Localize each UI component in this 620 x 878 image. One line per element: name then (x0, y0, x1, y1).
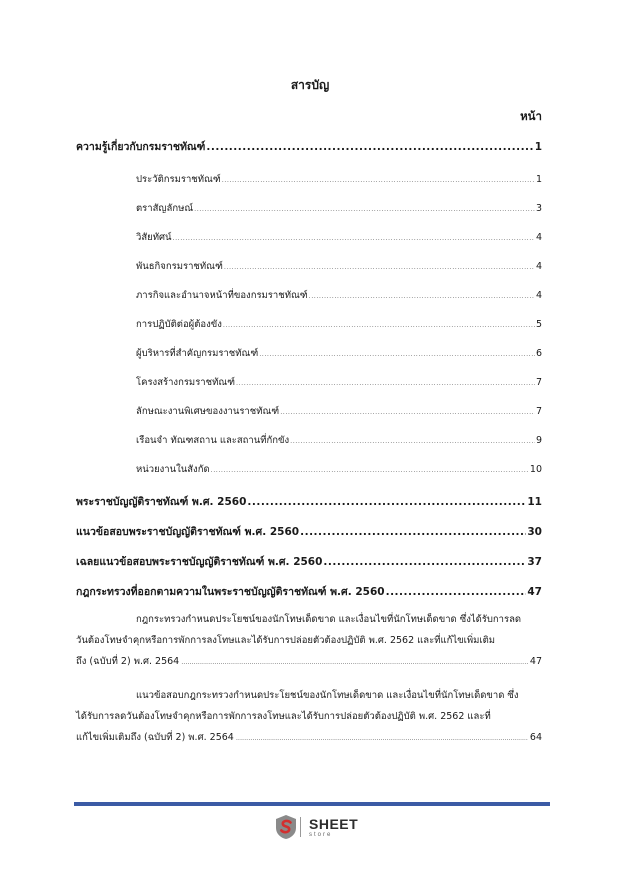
toc-item[interactable] (76, 223, 542, 252)
toc-item[interactable] (76, 281, 542, 310)
toc-item[interactable] (76, 426, 542, 455)
toc-item-label: ประวัติกรมราชทัณฑ์ (136, 174, 221, 185)
toc-section-title: แนวข้อสอบพระราชบัญญัติราชทัณฑ์ พ.ศ. 2560 (76, 526, 300, 538)
toc-item-label: เรือนจำ ทัณฑสถาน และสถานที่กักขัง (136, 435, 290, 446)
toc-item-label: โครงสร้างกรมราชทัณฑ์ (136, 377, 236, 388)
toc-page-number: 10 (529, 464, 542, 475)
toc-item-label: การปฏิบัติต่อผู้ต้องขัง (136, 319, 222, 330)
dot-leader (323, 551, 526, 574)
toc-item[interactable] (76, 368, 542, 397)
dot-leader (224, 252, 535, 282)
dot-leader (222, 165, 535, 195)
logo-separator (300, 817, 301, 837)
logo-text (309, 817, 358, 838)
toc-paragraph-line: กฎกระทรวงกำหนดประโยชน์ของนักโทษเด็ดขาด และเงื่อนไขที่นักโทษเด็ดขาด ซึ่งได้รับการลด (136, 614, 522, 625)
logo-subtext: store (309, 831, 333, 838)
toc-page-number: 47 (529, 656, 542, 667)
toc-page-number: 1 (534, 141, 542, 153)
toc-item[interactable] (76, 194, 542, 223)
dot-leader (236, 368, 535, 398)
toc-item-label: หน่วยงานในสังกัด (136, 464, 210, 475)
toc-page-number: 7 (535, 377, 542, 388)
dot-leader (181, 651, 528, 673)
toc-page-number: 7 (535, 406, 542, 417)
toc-section[interactable] (76, 136, 542, 159)
dot-leader (280, 397, 535, 427)
toc-section-title: ความรู้เกี่ยวกับกรมราชทัณฑ์ (76, 141, 206, 153)
toc-section[interactable] (76, 551, 542, 574)
dot-leader (300, 521, 526, 544)
dot-leader (236, 727, 528, 749)
dot-leader (211, 455, 529, 485)
dot-leader (309, 281, 535, 311)
toc-section[interactable] (76, 581, 542, 604)
toc-paragraph-line: แนวข้อสอบกฎกระทรวงกำหนดประโยชน์ของนักโทษเด็ดขาด และเงื่อนไขที่นักโทษเด็ดขาด ซึ่ง (136, 690, 519, 701)
dot-leader (259, 339, 535, 369)
dot-leader (223, 310, 535, 340)
toc-item-label: ตราสัญลักษณ์ (136, 203, 194, 214)
page-title: สารบัญ (290, 78, 330, 92)
toc-page-number: 1 (535, 174, 542, 185)
toc-page-number: 5 (535, 319, 542, 330)
dot-leader (247, 491, 526, 514)
toc-page-number: 64 (529, 732, 542, 743)
toc-item-label: พันธกิจกรมราชทัณฑ์ (136, 261, 223, 272)
toc-section-title: กฎกระทรวงที่ออกตามความในพระราชบัญญัติราชทัณฑ์ พ.ศ. 2560 (76, 586, 385, 598)
toc-paragraph-lastline (76, 727, 542, 749)
toc-paragraph-entry[interactable] (76, 685, 542, 749)
toc-page-number: 4 (535, 290, 542, 301)
toc-page-number: 30 (527, 526, 542, 538)
toc-page-number: 11 (527, 496, 542, 508)
dot-leader (194, 194, 535, 224)
toc-section[interactable] (76, 521, 542, 544)
toc-item[interactable] (76, 455, 542, 484)
dot-leader (290, 426, 535, 456)
page-column-header: หน้า (520, 109, 542, 123)
toc-section[interactable] (76, 491, 542, 514)
toc-paragraph-line: ได้รับการลดวันต้องโทษจำคุกหรือการพักการลงโทษและได้รับการปล่อยตัวต้องปฏิบัติ พ.ศ. 2562 และที่ (76, 711, 491, 722)
toc-section-title: เฉลยแนวข้อสอบพระราชบัญญัติราชทัณฑ์ พ.ศ. 2560 (76, 556, 323, 568)
toc-item[interactable] (76, 339, 542, 368)
toc-item-label: ลักษณะงานพิเศษของงานราชทัณฑ์ (136, 406, 280, 417)
toc-paragraph-lastline (76, 651, 542, 673)
toc-item[interactable] (76, 252, 542, 281)
toc-page-number: 37 (527, 556, 542, 568)
toc-paragraph-line: แก้ไขเพิ่มเติมถึง (ฉบับที่ 2) พ.ศ. 2564 (76, 732, 234, 743)
toc-item[interactable] (76, 310, 542, 339)
toc-item[interactable] (76, 397, 542, 426)
sheet-logo-icon (274, 814, 298, 840)
dot-leader (386, 581, 527, 604)
toc-section-title: พระราชบัญญัติราชทัณฑ์ พ.ศ. 2560 (76, 496, 247, 508)
toc-page-number: 4 (535, 232, 542, 243)
toc-page-number: 47 (527, 586, 542, 598)
toc-page-number: 4 (535, 261, 542, 272)
toc-paragraph-line: ถึง (ฉบับที่ 2) พ.ศ. 2564 (76, 656, 180, 667)
toc-paragraph-line: วันต้องโทษจำคุกหรือการพักการลงโทษและได้รับการปล่อยตัวต้องปฏิบัติ พ.ศ. 2562 และที่แก้ไขเพิ่มเติม (76, 635, 496, 646)
toc-item-label: วิสัยทัศน์ (136, 232, 172, 243)
table-of-contents (76, 136, 542, 749)
toc-paragraph-entry[interactable] (76, 609, 542, 673)
dot-leader (173, 223, 535, 253)
footer-rule (74, 802, 550, 806)
logo-wordmark: SHEET (309, 815, 359, 832)
toc-item[interactable] (76, 165, 542, 194)
toc-page-number: 9 (535, 435, 542, 446)
dot-leader (206, 136, 533, 159)
sheet-store-logo (274, 814, 358, 840)
toc-page-number: 6 (535, 348, 542, 359)
toc-page-number: 3 (535, 203, 542, 214)
toc-item-label: ผู้บริหารที่สำคัญกรมราชทัณฑ์ (136, 348, 259, 359)
toc-item-label: ภารกิจและอำนาจหน้าที่ของกรมราชทัณฑ์ (136, 290, 308, 301)
